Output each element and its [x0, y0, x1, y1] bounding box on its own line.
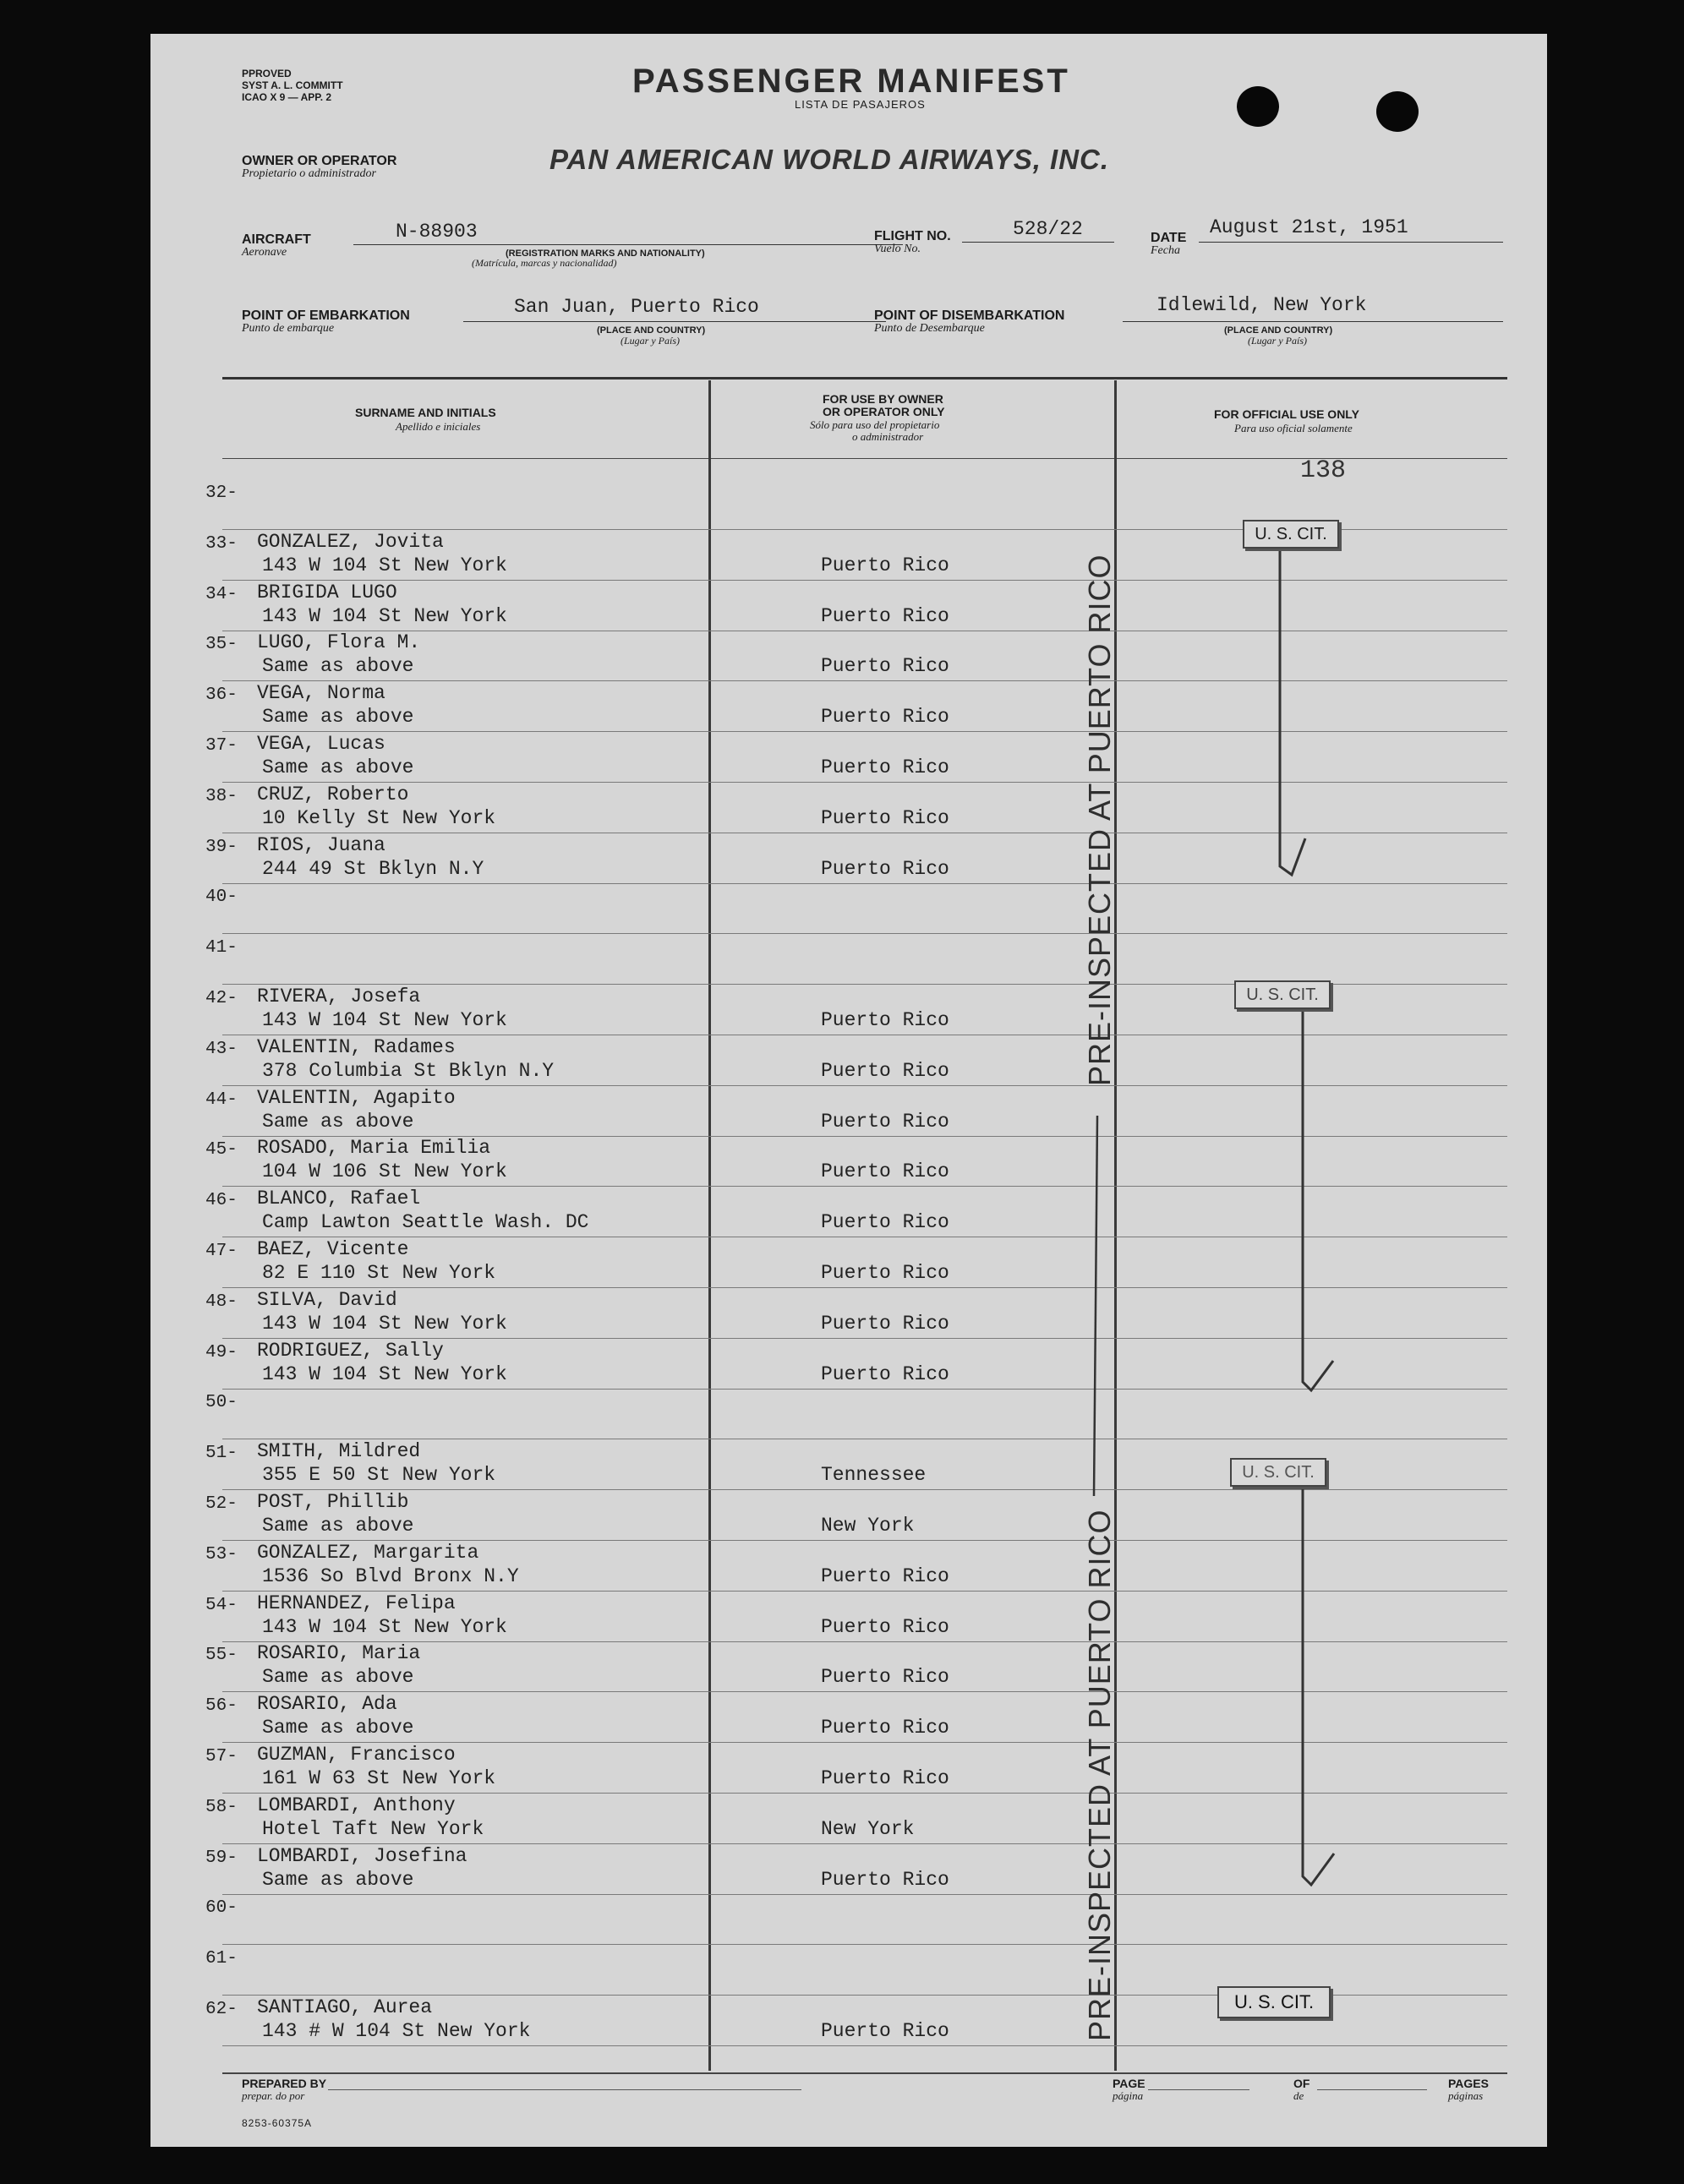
us-citizen-stamp-3: U. S. CIT. — [1230, 1458, 1326, 1487]
passenger-origin: Puerto Rico — [821, 605, 949, 627]
row-number: 38- — [205, 787, 238, 806]
bracket-line-lower — [1303, 1488, 1334, 1885]
column-header-operator-2: OR OPERATOR ONLY — [823, 405, 945, 418]
row-number: 51- — [205, 1444, 238, 1463]
pen-stroke-col-divider — [1094, 1116, 1097, 1496]
flight-number: 528/22 — [1013, 218, 1083, 240]
pages-label: PAGES — [1448, 2077, 1489, 2090]
passenger-name: HERNANDEZ, Felipa — [257, 1592, 456, 1614]
us-citizen-stamp-1: U. S. CIT. — [1243, 520, 1339, 549]
bracket-line-upper — [1280, 537, 1305, 875]
row-number: 42- — [205, 989, 238, 1008]
row-number: 46- — [205, 1191, 238, 1210]
column-header-official: FOR OFFICIAL USE ONLY — [1214, 407, 1359, 421]
passenger-address: 104 W 106 St New York — [262, 1160, 507, 1182]
row-number: 49- — [205, 1343, 238, 1362]
passenger-name: ROSARIO, Ada — [257, 1693, 397, 1715]
passenger-origin: Puerto Rico — [821, 1616, 949, 1638]
pre-inspected-stamp-lower: PRE-INSPECTED AT PUERTO RICO — [1082, 1509, 1117, 2041]
page-label: PAGE — [1113, 2077, 1145, 2090]
operator-name: PAN AMERICAN WORLD AIRWAYS, INC. — [549, 144, 1110, 175]
row-number: 39- — [205, 838, 238, 857]
passenger-address: Camp Lawton Seattle Wash. DC — [262, 1211, 589, 1233]
row-number: 53- — [205, 1545, 238, 1564]
passenger-name: CRUZ, Roberto — [257, 784, 409, 805]
row-number: 55- — [205, 1646, 238, 1665]
passenger-address: 143 W 104 St New York — [262, 605, 507, 627]
row-number: 33- — [205, 534, 238, 554]
aircraft-label: AIRCRAFT — [242, 232, 311, 247]
disembarkation-place-caption-sub: (Lugar y País) — [1248, 335, 1307, 347]
passenger-origin: Puerto Rico — [821, 858, 949, 880]
page-sub-label: página — [1113, 2089, 1144, 2102]
registration-caption: (REGISTRATION MARKS AND NATIONALITY) — [506, 248, 705, 259]
passenger-name: RIVERA, Josefa — [257, 986, 421, 1007]
passenger-origin: Puerto Rico — [821, 1869, 949, 1891]
disembarkation-label: POINT OF DISEMBARKATION — [874, 308, 1065, 323]
passenger-origin: New York — [821, 1515, 915, 1537]
row-number: 36- — [205, 685, 238, 705]
row-number: 35- — [205, 635, 238, 654]
passenger-origin: Puerto Rico — [821, 1666, 949, 1688]
of-line — [1317, 2089, 1427, 2090]
form-code: 8253-60375A — [242, 2117, 313, 2129]
passenger-name: RODRIGUEZ, Sally — [257, 1340, 444, 1362]
passenger-address: Same as above — [262, 1666, 414, 1688]
pages-sub-label: páginas — [1448, 2089, 1484, 2102]
table-bottom-border — [222, 2072, 1507, 2074]
row-number: 47- — [205, 1242, 238, 1261]
passenger-address: Same as above — [262, 1717, 414, 1739]
page-subtitle: LISTA DE PASAJEROS — [795, 98, 926, 111]
passenger-address: Same as above — [262, 1515, 414, 1537]
aircraft-sub-label: Aeronave — [242, 246, 287, 259]
passenger-name: ROSADO, Maria Emilia — [257, 1137, 491, 1159]
passenger-name: BAEZ, Vicente — [257, 1238, 409, 1260]
passenger-origin: Puerto Rico — [821, 1111, 949, 1133]
row-number: 44- — [205, 1090, 238, 1110]
passenger-name: LOMBARDI, Anthony — [257, 1794, 456, 1816]
passenger-address: 143 W 104 St New York — [262, 1616, 507, 1638]
aircraft-registration: N-88903 — [396, 221, 478, 243]
passenger-origin: Puerto Rico — [821, 1160, 949, 1182]
bracket-line-middle — [1303, 1006, 1333, 1390]
us-citizen-stamp-2: U. S. CIT. — [1234, 980, 1331, 1009]
passenger-name: BLANCO, Rafael — [257, 1188, 421, 1209]
passenger-origin: Puerto Rico — [821, 655, 949, 677]
passenger-address: 378 Columbia St Bklyn N.Y — [262, 1060, 555, 1082]
passenger-name: BRIGIDA LUGO — [257, 581, 397, 603]
row-number: 59- — [205, 1848, 238, 1868]
passenger-origin: Puerto Rico — [821, 1717, 949, 1739]
row-number: 43- — [205, 1040, 238, 1059]
passenger-origin: Puerto Rico — [821, 1009, 949, 1031]
passenger-name: POST, Phillib — [257, 1491, 409, 1513]
passenger-name: VALENTIN, Agapito — [257, 1087, 456, 1109]
passenger-origin: Puerto Rico — [821, 1363, 949, 1385]
embarkation-label: POINT OF EMBARKATION — [242, 308, 410, 323]
passenger-address: 143 W 104 St New York — [262, 1363, 507, 1385]
passenger-address: 143 # W 104 St New York — [262, 2020, 531, 2042]
passenger-origin: Puerto Rico — [821, 1211, 949, 1233]
row-number: 45- — [205, 1140, 238, 1160]
passenger-address: Same as above — [262, 1111, 414, 1133]
passenger-origin: Puerto Rico — [821, 554, 949, 576]
passenger-address: Same as above — [262, 1869, 414, 1891]
passenger-address: 82 E 110 St New York — [262, 1262, 496, 1284]
date-label: DATE — [1151, 231, 1187, 245]
row-number: 54- — [205, 1596, 238, 1615]
passenger-name: VEGA, Norma — [257, 682, 385, 704]
row-number: 40- — [205, 887, 238, 907]
passenger-address: 161 W 63 St New York — [262, 1767, 496, 1789]
row-number: 34- — [205, 585, 238, 604]
prepared-by-line — [328, 2089, 801, 2090]
passenger-name: VEGA, Lucas — [257, 733, 385, 755]
passenger-address: 143 W 104 St New York — [262, 554, 507, 576]
passenger-name: GONZALEZ, Margarita — [257, 1542, 479, 1564]
column-header-surname: SURNAME AND INITIALS — [355, 406, 496, 419]
column-header-official-sub: Para uso oficial solamente — [1234, 422, 1353, 434]
owner-sub-label: Propietario o administrador — [242, 167, 376, 180]
passenger-address: Same as above — [262, 756, 414, 778]
passenger-address: 244 49 St Bklyn N.Y — [262, 858, 484, 880]
disembarkation-place-caption: (PLACE AND COUNTRY) — [1224, 325, 1333, 336]
approval-line-1: PPROVED — [242, 68, 292, 79]
passenger-name: LUGO, Flora M. — [257, 631, 421, 653]
approval-line-3: ICAO X 9 — APP. 2 — [242, 91, 332, 103]
of-label: OF — [1293, 2077, 1310, 2090]
row-number: 57- — [205, 1747, 238, 1766]
passenger-name: SANTIAGO, Aurea — [257, 1996, 433, 2018]
passenger-address: 1536 So Blvd Bronx N.Y — [262, 1565, 519, 1587]
embarkation-point: San Juan, Puerto Rico — [514, 296, 759, 318]
passenger-origin: Puerto Rico — [821, 1060, 949, 1082]
passenger-address: 143 W 104 St New York — [262, 1009, 507, 1031]
us-citizen-stamp-4: U. S. CIT. — [1217, 1986, 1331, 2018]
row-number: 32- — [205, 483, 238, 503]
passenger-origin: Puerto Rico — [821, 1313, 949, 1335]
pen-annotations — [150, 34, 1547, 2147]
prepared-by-sub-label: prepar. do por — [242, 2089, 305, 2102]
embarkation-sub-label: Punto de embarque — [242, 322, 335, 335]
approval-line-2: SYST A. L. COMMITT — [242, 79, 343, 91]
flight-sub-label: Vuelo No. — [874, 243, 921, 255]
passenger-origin: Tennessee — [821, 1464, 927, 1486]
passenger-address: 10 Kelly St New York — [262, 807, 496, 829]
passenger-address: 355 E 50 St New York — [262, 1464, 496, 1486]
passenger-address: Same as above — [262, 655, 414, 677]
passenger-origin: Puerto Rico — [821, 706, 949, 728]
passenger-name: SILVA, David — [257, 1289, 397, 1311]
passenger-name: GONZALEZ, Jovita — [257, 531, 444, 553]
row-number: 50- — [205, 1393, 238, 1412]
passenger-origin: Puerto Rico — [821, 756, 949, 778]
row-number: 56- — [205, 1696, 238, 1716]
official-entry-number: 138 — [1300, 456, 1347, 485]
passenger-origin: Puerto Rico — [821, 807, 949, 829]
passenger-address: Same as above — [262, 706, 414, 728]
row-number: 37- — [205, 736, 238, 756]
owner-label: OWNER OR OPERATOR — [242, 154, 397, 168]
disembarkation-sub-label: Punto de Desembarque — [874, 322, 985, 335]
row-number: 61- — [205, 1949, 238, 1968]
passenger-origin: Puerto Rico — [821, 1262, 949, 1284]
row-number: 58- — [205, 1798, 238, 1817]
passenger-name: SMITH, Mildred — [257, 1440, 421, 1462]
passenger-name: VALENTIN, Radames — [257, 1036, 456, 1058]
passenger-origin: Puerto Rico — [821, 1565, 949, 1587]
disembarkation-point: Idlewild, New York — [1156, 294, 1367, 316]
row-number: 41- — [205, 938, 238, 958]
column-header-operator-1: FOR USE BY OWNER — [823, 392, 943, 406]
flight-date: August 21st, 1951 — [1210, 216, 1408, 238]
passenger-origin: Puerto Rico — [821, 2020, 949, 2042]
column-header-operator-sub-2: o administrador — [852, 430, 924, 443]
passenger-address: Hotel Taft New York — [262, 1818, 484, 1840]
manifest-page — [150, 34, 1547, 2147]
row-number: 52- — [205, 1494, 238, 1514]
column-header-surname-sub: Apellido e iniciales — [396, 420, 481, 433]
date-sub-label: Fecha — [1151, 244, 1180, 257]
page-line — [1148, 2089, 1249, 2090]
embarkation-place-caption-sub: (Lugar y País) — [621, 335, 680, 347]
passenger-name: RIOS, Juana — [257, 834, 385, 856]
registration-caption-sub: (Matrícula, marcas y nacionalidad) — [472, 257, 617, 269]
passenger-name: LOMBARDI, Josefina — [257, 1845, 467, 1867]
passenger-address: 143 W 104 St New York — [262, 1313, 507, 1335]
row-number: 60- — [205, 1898, 238, 1918]
prepared-by-label: PREPARED BY — [242, 2077, 327, 2090]
flight-label: FLIGHT NO. — [874, 229, 951, 243]
row-number: 48- — [205, 1292, 238, 1312]
passenger-name: ROSARIO, Maria — [257, 1642, 421, 1664]
column-header-operator-sub-1: Sólo para uso del propietario — [810, 418, 940, 431]
passenger-origin: New York — [821, 1818, 915, 1840]
passenger-name: GUZMAN, Francisco — [257, 1744, 456, 1766]
of-sub-label: de — [1293, 2089, 1304, 2102]
embarkation-place-caption: (PLACE AND COUNTRY) — [597, 325, 706, 336]
pre-inspected-stamp-upper: PRE-INSPECTED AT PUERTO RICO — [1082, 554, 1117, 1086]
passenger-origin: Puerto Rico — [821, 1767, 949, 1789]
row-number: 62- — [205, 2000, 238, 2019]
page-title: PASSENGER MANIFEST — [632, 63, 1070, 100]
